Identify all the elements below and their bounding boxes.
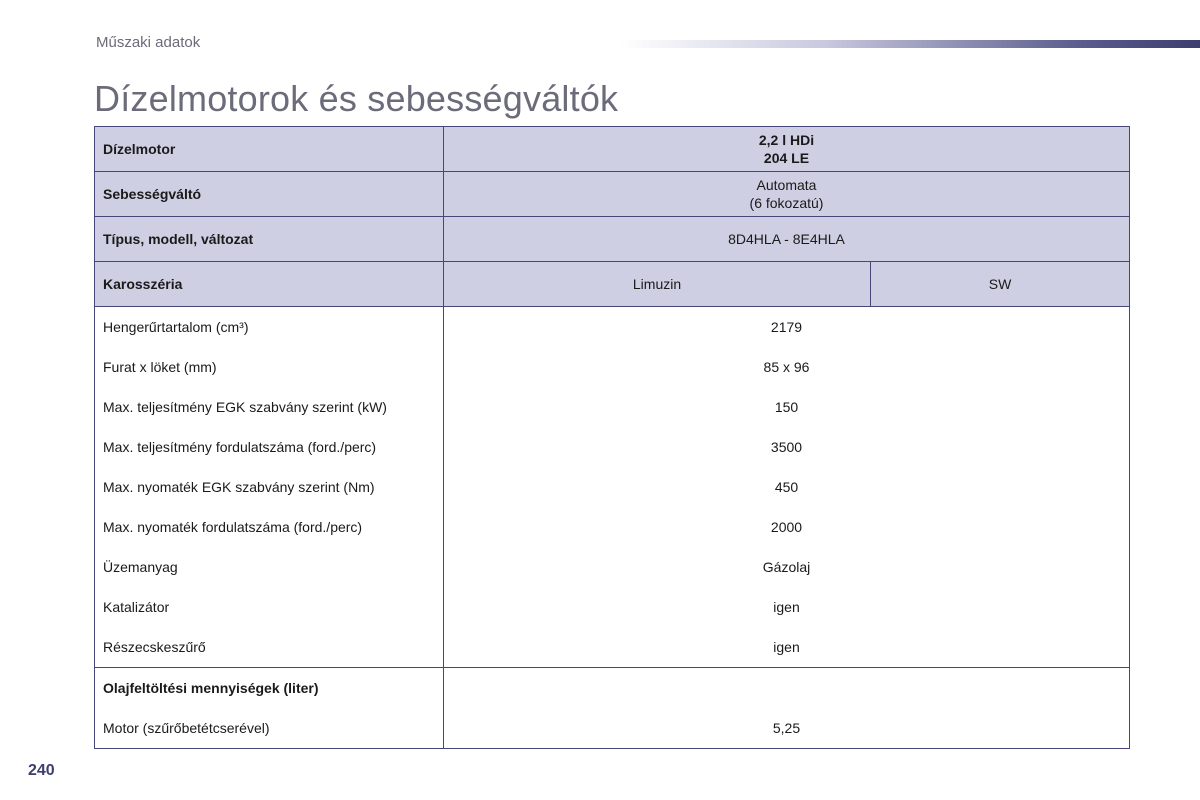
- row-value: 2000: [444, 507, 1130, 547]
- engine-label: Dízelmotor: [95, 127, 444, 172]
- spec-table: [94, 126, 1130, 749]
- table-row: [95, 547, 1130, 587]
- row-value: 85 x 96: [444, 347, 1130, 387]
- table-row: [95, 427, 1130, 467]
- body-row: [95, 262, 1130, 307]
- table-row: [95, 708, 1130, 749]
- engine-row: [95, 127, 1130, 172]
- row-label: Furat x löket (mm): [103, 359, 217, 375]
- row-label: Max. teljesítmény EGK szabvány szerint (kW): [103, 399, 387, 415]
- engine-value: [444, 127, 1130, 172]
- row-value: 3500: [444, 427, 1130, 467]
- row-label: Max. nyomaték fordulatszáma (ford./perc): [103, 519, 363, 535]
- row-value: 450: [444, 467, 1130, 507]
- engine-value-line1: 2,2 l HDi: [758, 132, 815, 148]
- section-label: Műszaki adatok: [96, 34, 201, 51]
- body-value-limuzin: Limuzin: [444, 262, 871, 307]
- row-label: Üzemanyag: [103, 559, 178, 575]
- oil-section-value: [444, 668, 1130, 709]
- gearbox-value-line1: Automata: [756, 177, 817, 193]
- row-label: Hengerűrtartalom (cm³): [103, 319, 249, 335]
- row-label: Katalizátor: [103, 599, 170, 615]
- row-value: igen: [444, 587, 1130, 627]
- type-label: Típus, modell, változat: [95, 217, 444, 262]
- table-row: [95, 347, 1130, 387]
- oil-section-row: [95, 668, 1130, 709]
- gearbox-value-line2: (6 fokozatú): [749, 195, 824, 211]
- row-label: Motor (szűrőbetétcserével): [103, 720, 270, 736]
- type-row: [95, 217, 1130, 262]
- table-row: [95, 387, 1130, 427]
- oil-section-label: Olajfeltöltési mennyiségek (liter): [95, 668, 444, 709]
- table-row: [95, 307, 1130, 348]
- table-row: [95, 587, 1130, 627]
- page-number: 240: [28, 762, 55, 779]
- gearbox-label: Sebességváltó: [95, 172, 444, 217]
- row-value: 150: [444, 387, 1130, 427]
- row-value: igen: [444, 627, 1130, 668]
- gearbox-row: [95, 172, 1130, 217]
- table-row: [95, 627, 1130, 668]
- row-label: Max. teljesítmény fordulatszáma (ford./perc): [103, 439, 377, 455]
- page-title: Dízelmotorok és sebességváltók: [94, 78, 619, 119]
- header-gradient-bar: [620, 40, 1200, 48]
- gearbox-value: [444, 172, 1130, 217]
- row-value: 5,25: [444, 708, 1130, 749]
- type-value: 8D4HLA - 8E4HLA: [444, 217, 1130, 262]
- row-value: 2179: [444, 307, 1130, 348]
- engine-value-line2: 204 LE: [763, 150, 810, 166]
- table-row: [95, 507, 1130, 547]
- body-value-sw: SW: [871, 262, 1130, 307]
- row-label: Részecskeszűrő: [103, 639, 206, 655]
- row-value: Gázolaj: [444, 547, 1130, 587]
- row-label: Max. nyomaték EGK szabvány szerint (Nm): [103, 479, 375, 495]
- table-row: [95, 467, 1130, 507]
- body-label: Karosszéria: [95, 262, 444, 307]
